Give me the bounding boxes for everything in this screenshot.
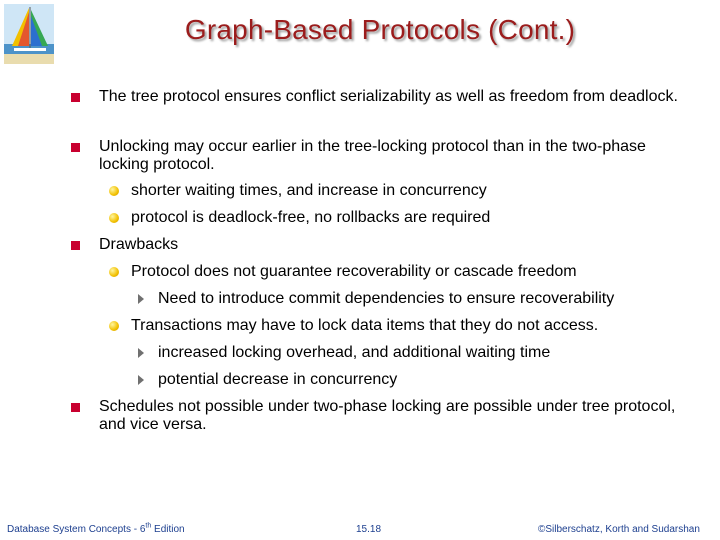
sub-sub-bullet-concurrency xyxy=(158,371,718,389)
footer-course-prefix: Database System Concepts - 6 xyxy=(7,524,146,535)
bullet-text: Unlocking may occur earlier in the tree-locking protocol than in the two-phase locking protocol. xyxy=(99,138,646,173)
round-bullet-icon xyxy=(109,321,119,331)
square-bullet-icon xyxy=(71,403,80,412)
sub-bullet-deadlock-free xyxy=(131,209,701,227)
sub-sub-bullet-overhead xyxy=(158,344,718,362)
sub-bullet-recoverability xyxy=(131,263,701,281)
footer-course-suffix: Edition xyxy=(151,524,185,535)
triangle-bullet-icon xyxy=(138,375,144,385)
sub-bullet-shorter-waiting xyxy=(131,182,701,200)
bullet-text: increased locking overhead, and additional waiting time xyxy=(158,344,551,361)
footer-course-title xyxy=(7,524,185,535)
bullet-text: Need to introduce commit dependencies to ensure recoverability xyxy=(158,290,615,307)
footer-course-superscript: th xyxy=(145,522,152,530)
bullet-drawbacks xyxy=(99,236,689,254)
bullet-text: The tree protocol ensures conflict serializability as well as freedom from deadlock. xyxy=(99,88,678,105)
bullet-text: protocol is deadlock-free, no rollbacks are required xyxy=(131,209,491,226)
bullet-text: shorter waiting times, and increase in concurrency xyxy=(131,182,487,199)
square-bullet-icon xyxy=(71,241,80,250)
bullet-schedules xyxy=(99,398,689,434)
square-bullet-icon xyxy=(71,93,80,102)
bullet-text: Drawbacks xyxy=(99,236,179,253)
footer-page-number: 15.18 xyxy=(356,524,382,535)
bullet-text: potential decrease in concurrency xyxy=(158,371,398,388)
slide-title: Graph-Based Protocols (Cont.) xyxy=(184,14,576,45)
bullet-text: Transactions may have to lock data items that they do not access. xyxy=(131,317,599,334)
footer-copyright: ©Silberschatz, Korth and Sudarshan xyxy=(538,524,700,535)
bullet-unlocking-earlier xyxy=(99,138,689,174)
triangle-bullet-icon xyxy=(138,348,144,358)
bullet-text: Schedules not possible under two-phase locking are possible under tree protocol, and vice versa. xyxy=(99,398,676,433)
sub-sub-bullet-commit-dependencies xyxy=(158,290,718,308)
triangle-bullet-icon xyxy=(138,294,144,304)
round-bullet-icon xyxy=(109,186,119,196)
round-bullet-icon xyxy=(109,267,119,277)
bullet-text: Protocol does not guarantee recoverability or cascade freedom xyxy=(131,263,577,280)
bullet-tree-protocol xyxy=(99,88,689,106)
square-bullet-icon xyxy=(71,143,80,152)
round-bullet-icon xyxy=(109,213,119,223)
sub-bullet-extra-locks xyxy=(131,317,701,335)
